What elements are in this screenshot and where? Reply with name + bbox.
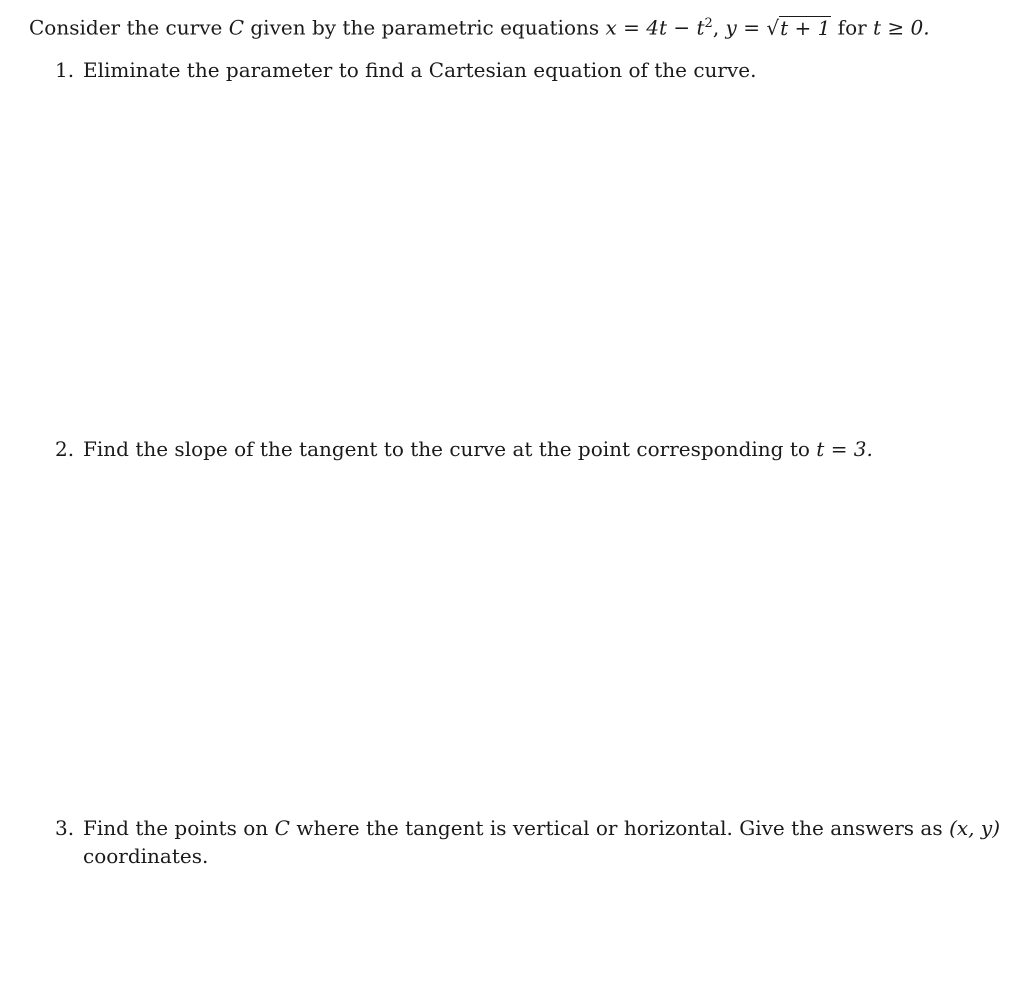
curve-symbol: C [228,15,245,40]
t-value: t = 3. [816,437,873,461]
question-text: Find the points on [83,816,269,840]
question-number: 2. [55,437,75,461]
y-equation: y = [725,15,760,40]
square-root [766,14,831,42]
question-text: Find the slope of the tangent to the curve at the point corresponding to [83,437,810,461]
question-1 [55,56,757,84]
question-3-first-line [55,814,1000,842]
x-equation: x = 4t − t [605,15,705,40]
t-condition: t ≥ 0. [873,15,930,40]
question-3 [55,814,1000,868]
question-number: 1. [55,58,75,82]
question-continuation: coordinates. [83,844,209,868]
question-2 [55,435,873,463]
exponent: 2 [704,16,713,31]
curve-symbol: C [274,816,290,840]
q3-part [55,814,268,842]
problem-statement [29,10,930,42]
radicand: t + 1 [780,15,831,40]
question-text: Eliminate the parameter to find a Cartesian equation of the curve. [83,58,757,82]
radical-sign-icon: √ [766,15,780,40]
intro-lead: Consider the curve [29,15,223,40]
question-text: where the tangent is vertical or horizontal. Give the answers as [296,816,943,840]
question-number: 3. [55,816,75,840]
comma: , [712,15,720,40]
coordinates-symbol: (x, y) [949,816,1000,840]
intro-given: given by the parametric equations [250,15,600,40]
condition-word: for [837,15,867,40]
